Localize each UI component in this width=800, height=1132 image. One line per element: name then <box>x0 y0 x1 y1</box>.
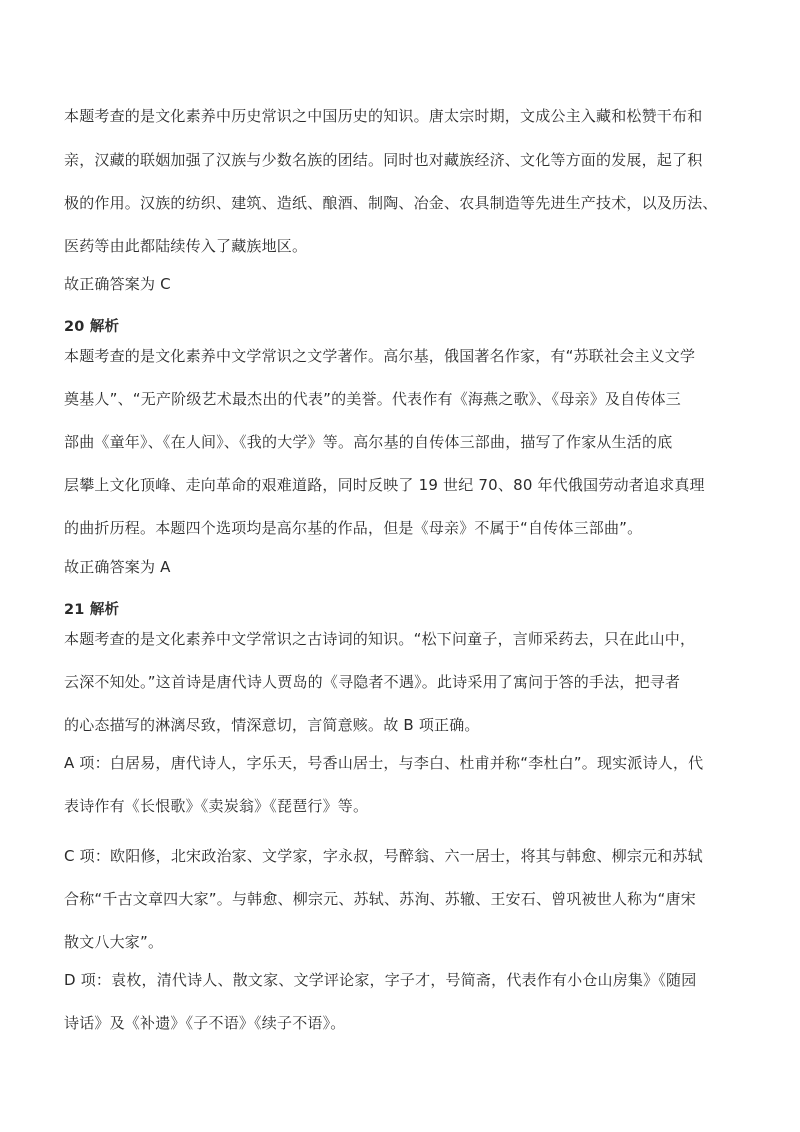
paragraph-line: 合称“千古文章四大家”。与韩愈、柳宗元、苏轼、苏洵、苏辙、王安石、曾巩被世人称为“唐宋 <box>64 890 696 908</box>
paragraph-line: 极的作用。汉族的纺织、建筑、造纸、酿酒、制陶、冶金、农具制造等先进生产技术，以及历法、 <box>64 194 718 212</box>
paragraph-line: 本题考查的是文化素养中历史常识之中国历史的知识。唐太宗时期，文成公主入藏和松赞干布和 <box>64 107 703 125</box>
paragraph-line: 云深不知处。”这首诗是唐代诗人贾岛的《寻隐者不遇》。此诗采用了寓问于答的手法，把寻者 <box>64 673 681 691</box>
paragraph-line: 层攀上文化顶峰、走向革命的艰难道路，同时反映了 19 世纪 70、80 年代俄国劳动者追求真理 <box>64 476 705 494</box>
paragraph-line: D 项：袁枚，清代诗人、散文家、文学评论家，字子才，号简斋，代表作有小仓山房集》《随园 <box>64 971 697 989</box>
answer-line: 故正确答案为 C <box>64 275 171 293</box>
paragraph-line: 亲，汉藏的联姻加强了汉族与少数名族的团结。同时也对藏族经济、文化等方面的发展，起了积 <box>64 151 703 169</box>
paragraph-line: 诗话》及《补遗》《子不语》《续子不语》。 <box>64 1014 346 1032</box>
paragraph-line: 的心态描写的淋漓尽致，情深意切，言简意赅。故 B 项正确。 <box>64 716 480 734</box>
paragraph-line: 奠基人”、“无产阶级艺术最杰出的代表”的美誉。代表作有《海燕之歌》、《母亲》及自传体三 <box>64 390 681 408</box>
answer-line: 故正确答案为 A <box>64 558 171 576</box>
paragraph-line: 散文八大家”。 <box>64 933 164 951</box>
paragraph-line: 部曲《童年》、《在人间》、《我的大学》等。高尔基的自传体三部曲，描写了作家从生活的底 <box>64 433 673 451</box>
paragraph-line: C 项：欧阳修，北宋政治家、文学家，字永叔，号醉翁、六一居士，将其与韩愈、柳宗元和苏轼 <box>64 847 703 865</box>
section-heading: 20 解析 <box>64 319 120 335</box>
paragraph-line: A 项：白居易，唐代诗人，字乐天，号香山居士，与李白、杜甫并称“李杜白”。现实派诗人，代 <box>64 754 704 772</box>
paragraph-line: 本题考查的是文化素养中文学常识之文学著作。高尔基，俄国著名作家，有“苏联社会主义文学 <box>64 347 696 365</box>
paragraph-line: 医药等由此都陆续传入了藏族地区。 <box>64 237 308 255</box>
section-heading: 21 解析 <box>64 602 120 618</box>
paragraph-line: 的曲折历程。本题四个选项均是高尔基的作品，但是《母亲》不属于“自传体三部曲”。 <box>64 519 643 537</box>
paragraph-line: 表诗作有《长恨歌》《卖炭翁》《琵琶行》等。 <box>64 797 369 815</box>
paragraph-line: 本题考查的是文化素养中文学常识之古诗词的知识。“松下问童子，言师采药去，只在此山中， <box>64 630 696 648</box>
